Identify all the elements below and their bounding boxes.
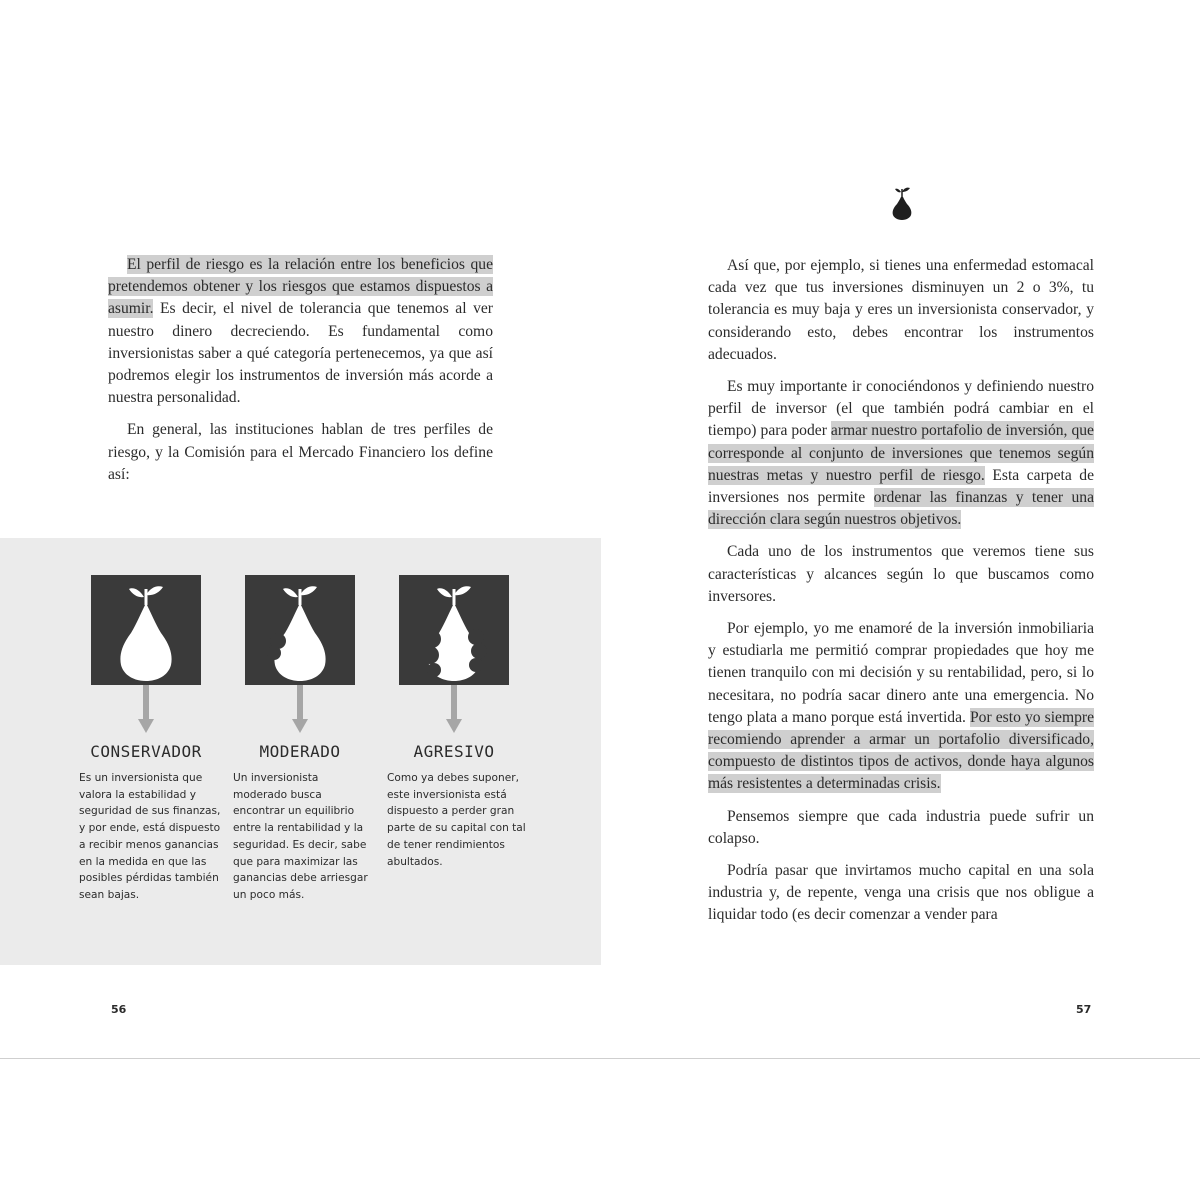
paragraph-text: En general, las instituciones hablan de tres perfiles de riesgo, y la Comisión para el Mercado Financiero los define así:: [108, 421, 493, 483]
arrow-down-icon: [138, 685, 154, 735]
highlighted-text: armar nuestro portafolio de inversión, que corresponde al conjunto de inversiones que tenemos según nuestras metas y nuestro perfil de riesgo.: [708, 422, 1094, 484]
profile-description: Es un inversionista que valora la estabilidad y seguridad de sus finanzas, y por ende, está dispuesto a recibir menos ganancias en la medida en que las posibles pérdidas también sean bajas.: [79, 772, 221, 901]
profile-description: Un inversionista moderado busca encontrar un equilibrio entre la rentabilidad y la seguridad. Es decir, sabe que para maximizar las ganancias debe arriesgar un poco más.: [233, 772, 368, 901]
divider: [0, 1058, 1200, 1059]
page-number: 56: [111, 1003, 127, 1016]
left-page-body-text: [108, 254, 493, 496]
paragraph-text: Es decir, el nivel de tolerancia que tenemos al ver nuestro dinero decreciendo. Es fundamental como inversionistas saber a qué categoría pertenecemos, ya que así podremos elegir los instrumentos de inversión más acorde a nuestra personalidad.: [108, 300, 493, 407]
profile-name: MODERADO: [259, 742, 341, 761]
paragraph-text: Por ejemplo, yo me enamoré de la inversión inmobiliaria y estudiarla me permitió comprar propiedades que hoy me tienen tranquilo con mi decisión y su rentabilidad, pero, si lo necesitara, no podría sacar dinero ante una emergencia. No tengo plata a mano porque está invertida.: [708, 620, 1094, 726]
pear-core-icon: [399, 575, 509, 685]
paragraph: [708, 541, 1094, 608]
page-number: 57: [1076, 1003, 1092, 1016]
paragraph-text: Podría pasar que invirtamos mucho capital en una sola industria y, de repente, venga una crisis que nos obligue a liquidar todo (es decir comenzar a vender para: [708, 862, 1094, 924]
paragraph-text: Así que, por ejemplo, si tienes una enfermedad estomacal cada vez que tus inversiones disminuyen un 2 o 3%, tu tolerancia es muy baja y eres un inversionista conservador, y considerando esto, debes encontrar los instrumentos adecuados.: [708, 257, 1094, 363]
arrow-down-icon: [292, 685, 308, 735]
left-page: [0, 0, 600, 1058]
paragraph-three-profiles: [108, 419, 493, 486]
paragraph-text: Cada uno de los instrumentos que veremos tiene sus características y alcances según lo que buscamos como inversores.: [708, 543, 1094, 605]
paragraph-risk-profile: [108, 254, 493, 409]
paragraph: [708, 860, 1094, 927]
highlighted-text: Por esto yo siempre recomiendo aprender a armar un portafolio diversificado, compuesto de distintos tipos de activos, donde haya algunos más resistentes a determinadas crisis.: [708, 708, 1094, 793]
paragraph-text: Es muy importante ir conociéndonos y definiendo nuestro perfil de inversor (el que también podrá cambiar en el tiempo) para poder: [708, 378, 1094, 440]
whole-pear-icon: [91, 575, 201, 685]
bitten-pear-icon: [245, 575, 355, 685]
highlighted-text: El perfil de riesgo es la relación entre los beneficios que pretendemos obtener y los riesgos que estamos dispuestos a asumir.: [108, 256, 493, 318]
paragraph-portfolio: [708, 376, 1094, 531]
paragraph: [708, 806, 1094, 850]
highlighted-text: ordenar las finanzas y tener una dirección clara según nuestros objetivos.: [708, 489, 1094, 529]
right-page-body-text: [708, 255, 1094, 937]
arrow-down-icon: [446, 685, 462, 735]
paragraph-diversify: [708, 618, 1094, 796]
profile-name: AGRESIVO: [413, 742, 495, 761]
paragraph-text: Esta carpeta de inversiones nos permite: [708, 466, 1094, 507]
profile-name: CONSERVADOR: [90, 742, 202, 761]
risk-profiles-infobox: [0, 538, 601, 965]
paragraph: [708, 255, 1094, 366]
profile-description: Como ya debes suponer, este inversionista está dispuesto a perder gran parte de su capital con tal de tener rendimientos abultados.: [387, 772, 526, 868]
pear-icon: [889, 186, 915, 220]
paragraph-text: Pensemos siempre que cada industria puede sufrir un colapso.: [708, 807, 1094, 847]
